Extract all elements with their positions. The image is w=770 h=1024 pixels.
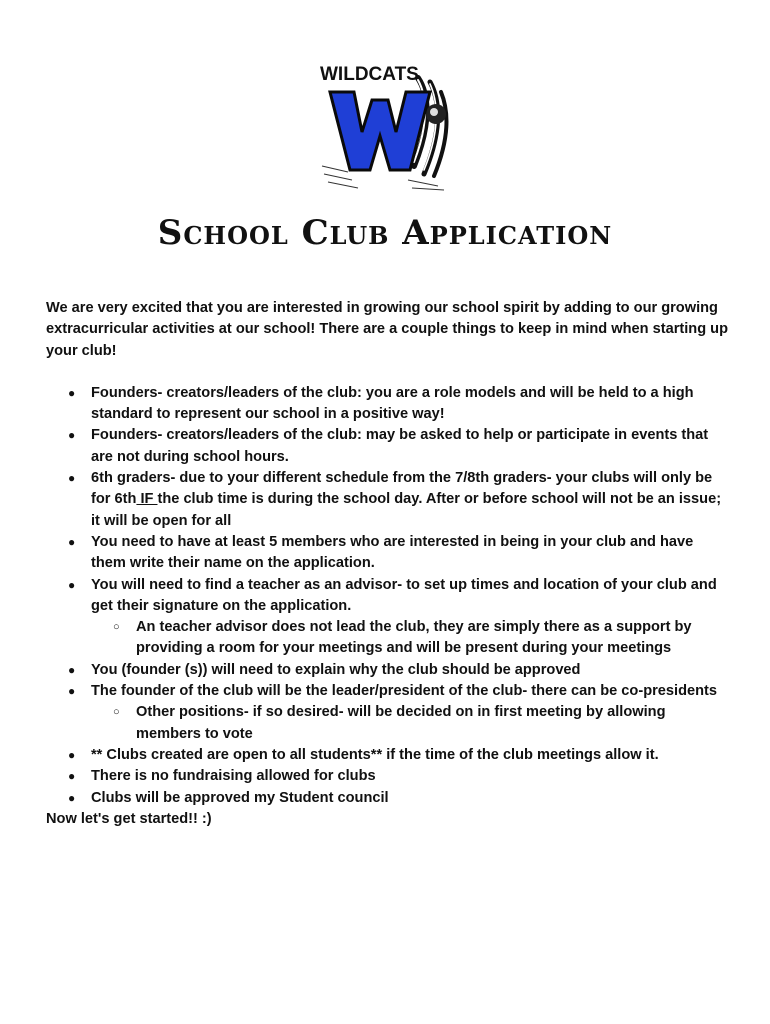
sub-list-item: ○ Other positions- if so desired- will be decided on in first meeting by allowing members to vote bbox=[113, 704, 666, 742]
bullet-icon: ● bbox=[68, 769, 76, 784]
bullet-icon: ● bbox=[68, 662, 76, 677]
bullet-icon: ● bbox=[68, 534, 76, 549]
sub-list bbox=[91, 702, 730, 745]
underlined-if: IF bbox=[136, 491, 158, 508]
bullet-icon: ● bbox=[68, 790, 76, 805]
sub-list-item: ○ An teacher advisor does not lead the club, they are simply there as a support by providing a room for your meetings and will be present during your meetings bbox=[113, 619, 692, 657]
wildcats-logo bbox=[318, 56, 456, 194]
document-body bbox=[46, 298, 730, 830]
list-item: ● You need to have at least 5 members who are interested in being in your club and have them write their name on the application. bbox=[68, 533, 694, 572]
list-item: ● There is no fundraising allowed for clubs bbox=[46, 766, 730, 787]
list-item: ● The founder of the club will be the leader/president of the club- there can be co-presidents ○ Other positions- if so desired- will be decided on in first meeting by allowing members to vote bbox=[46, 681, 730, 745]
list-item: ● Founders- creators/leaders of the club: may be asked to help or participate in events that are not during school hours. bbox=[68, 427, 709, 465]
bullet-icon: ● bbox=[68, 428, 76, 443]
sub-list bbox=[91, 617, 730, 660]
bullet-icon: ● bbox=[68, 577, 76, 592]
bullet-icon: ● bbox=[68, 385, 76, 400]
hollow-bullet-icon: ○ bbox=[113, 621, 120, 634]
list-item: ● You (founder (s)) will need to explain why the club should be approved bbox=[46, 660, 730, 681]
wildcats-logo-image bbox=[318, 56, 456, 194]
rules-list bbox=[46, 383, 730, 809]
intro-paragraph: We are very excited that you are interested in growing our school spirit by adding to our growing extracurricular activities at our school! There are a couple things to keep in mind when starting up your club! bbox=[46, 300, 729, 359]
hollow-bullet-icon: ○ bbox=[113, 706, 120, 719]
page-title: School Club Application bbox=[157, 213, 613, 253]
logo-wordmark: WILDCATS bbox=[320, 64, 419, 85]
bullet-icon: ● bbox=[68, 747, 76, 762]
list-item: ● Clubs will be approved my Student council bbox=[46, 788, 730, 809]
list-item: ● You will need to find a teacher as an advisor- to set up times and location of your club and get their signature on the application. ○ An teacher advisor does not lead the club, they are simply there as a support by providing a room for your meetings and will be present during your meetings bbox=[46, 575, 730, 660]
list-item: ● 6th graders- due to your different schedule from the 7/8th graders- your clubs will only be for 6th IF the club time is during the school day. After or before school will not be an issue; it will be open for all bbox=[68, 470, 722, 529]
list-item: ● Founders- creators/leaders of the club: you are a role models and will be held to a high standard to represent our school in a positive way! bbox=[68, 384, 694, 423]
list-item: ● ** Clubs created are open to all students** if the time of the club meetings allow it. bbox=[46, 745, 730, 766]
bullet-icon: ● bbox=[68, 684, 76, 699]
bullet-icon: ● bbox=[68, 471, 76, 486]
closing-line: Now let's get started!! :) bbox=[46, 810, 212, 827]
